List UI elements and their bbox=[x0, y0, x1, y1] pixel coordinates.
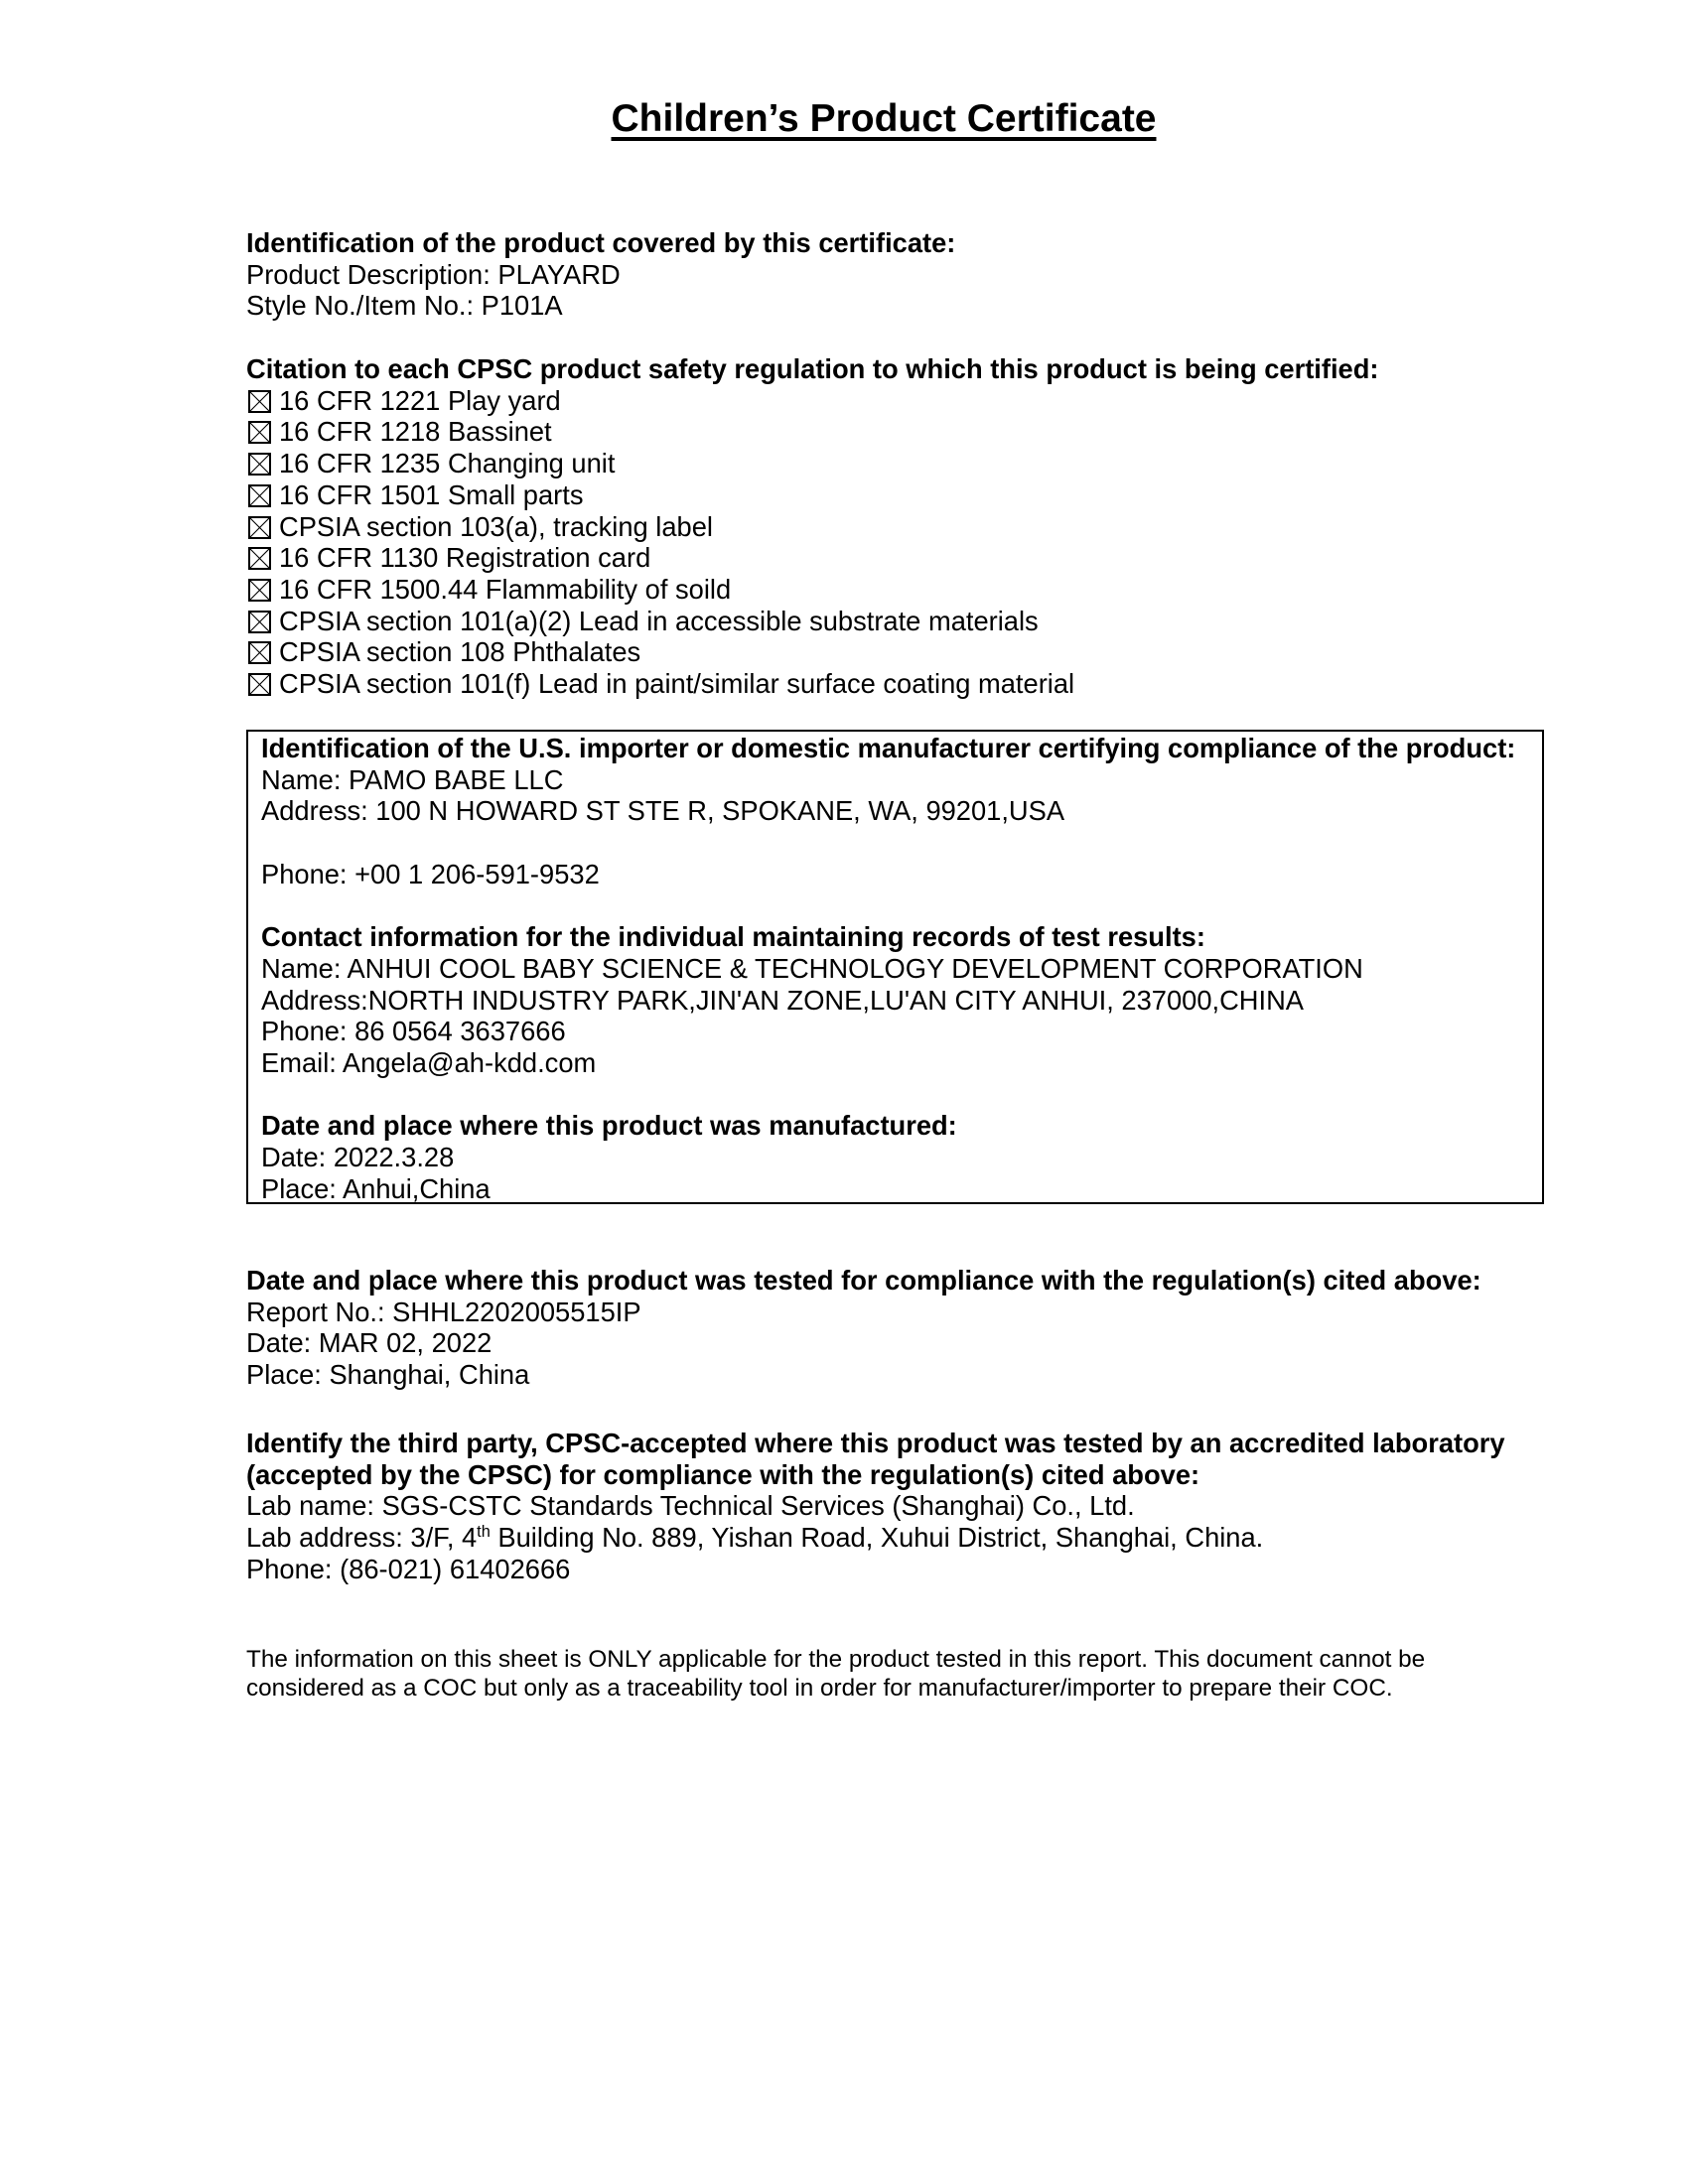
manufactured-heading: Date and place where this product was manufactured: bbox=[261, 1110, 957, 1142]
records-contact-email: Email: Angela@ah-kdd.com bbox=[261, 1047, 597, 1078]
tested-report-number: Report No.: SHHL2202005515IP bbox=[246, 1296, 641, 1327]
citation-label: 16 CFR 1221 Play yard bbox=[279, 384, 561, 416]
disclaimer-line-2: considered as a COC but only as a traceability tool in order for manufacturer/importer to prepare their COC. bbox=[246, 1674, 1393, 1702]
citation-item bbox=[246, 385, 1379, 417]
importer-section bbox=[261, 733, 1515, 1205]
citation-item bbox=[246, 479, 1379, 511]
product-section bbox=[246, 227, 955, 322]
citation-label: 16 CFR 1500.44 Flammability of soild bbox=[279, 573, 732, 605]
citation-item bbox=[246, 574, 1379, 606]
checked-box-icon bbox=[248, 579, 271, 602]
checked-box-icon bbox=[248, 547, 271, 570]
manufactured-place: Place: Anhui,China bbox=[261, 1172, 491, 1204]
importer-heading: Identification of the U.S. importer or domestic manufacturer certifying compliance of the product: bbox=[261, 733, 1516, 763]
citation-label: 16 CFR 1501 Small parts bbox=[279, 478, 584, 510]
tested-date: Date: MAR 02, 2022 bbox=[246, 1327, 492, 1359]
importer-phone: Phone: +00 1 206-591-9532 bbox=[261, 858, 600, 889]
checked-box-icon bbox=[248, 673, 271, 696]
lab-phone: Phone: (86-021) 61402666 bbox=[246, 1553, 571, 1584]
checked-box-icon bbox=[248, 641, 271, 664]
citation-item bbox=[246, 511, 1379, 543]
citation-item bbox=[246, 668, 1379, 700]
citations-heading: Citation to each CPSC product safety regulation to which this product is being certified: bbox=[246, 353, 1379, 384]
records-contact-address: Address:NORTH INDUSTRY PARK,JIN'AN ZONE,LU'AN CITY ANHUI, 237000,CHINA bbox=[261, 984, 1305, 1016]
citation-item bbox=[246, 448, 1379, 479]
citations-section bbox=[246, 353, 1379, 700]
citation-item bbox=[246, 636, 1379, 668]
citation-label: CPSIA section 108 Phthalates bbox=[279, 636, 641, 668]
checked-box-icon bbox=[248, 390, 271, 413]
checked-box-icon bbox=[248, 453, 271, 476]
tested-section bbox=[246, 1265, 1481, 1391]
records-contact-heading: Contact information for the individual maintaining records of test results: bbox=[261, 921, 1205, 953]
disclaimer-note bbox=[246, 1646, 1425, 1703]
checked-box-icon bbox=[248, 516, 271, 539]
lab-name: Lab name: SGS-CSTC Standards Technical Services (Shanghai) Co., Ltd. bbox=[246, 1490, 1135, 1522]
lab-address-superscript: th bbox=[477, 1523, 491, 1542]
lab-heading-line1: Identify the third party, CPSC-accepted where this product was tested by an accredited laboratory bbox=[246, 1428, 1505, 1458]
citation-label: 16 CFR 1130 Registration card bbox=[279, 542, 651, 574]
checked-box-icon bbox=[248, 484, 271, 507]
lab-section bbox=[246, 1428, 1505, 1585]
citation-list bbox=[246, 385, 1379, 700]
citation-label: CPSIA section 101(f) Lead in paint/similar surface coating material bbox=[279, 668, 1075, 700]
lab-address bbox=[246, 1522, 1505, 1554]
records-contact-name: Name: ANHUI COOL BABY SCIENCE & TECHNOLOGY DEVELOPMENT CORPORATION bbox=[261, 952, 1363, 984]
citation-label: 16 CFR 1235 Changing unit bbox=[279, 448, 616, 479]
tested-place: Place: Shanghai, China bbox=[246, 1359, 530, 1391]
disclaimer-line-1: The information on this sheet is ONLY applicable for the product tested in this report. This document cannot be bbox=[246, 1646, 1426, 1673]
citation-item bbox=[246, 542, 1379, 574]
checked-box-icon bbox=[248, 421, 271, 444]
importer-name: Name: PAMO BABE LLC bbox=[261, 763, 564, 795]
tested-heading: Date and place where this product was tested for compliance with the regulation(s) cited above: bbox=[246, 1265, 1481, 1296]
product-heading: Identification of the product covered by this certificate: bbox=[246, 227, 956, 258]
importer-address: Address: 100 N HOWARD ST STE R, SPOKANE, WA, 99201,USA bbox=[261, 795, 1065, 827]
citation-label: 16 CFR 1218 Bassinet bbox=[279, 416, 552, 448]
citation-item bbox=[246, 606, 1379, 637]
product-description: Product Description: PLAYARD bbox=[246, 258, 621, 290]
page-title: Children’s Product Certificate bbox=[611, 97, 1157, 140]
citation-label: CPSIA section 103(a), tracking label bbox=[279, 510, 713, 542]
lab-address-prefix: Lab address: 3/F, 4 bbox=[246, 1522, 478, 1554]
manufactured-date: Date: 2022.3.28 bbox=[261, 1142, 455, 1173]
checked-box-icon bbox=[248, 611, 271, 633]
lab-heading-line2: (accepted by the CPSC) for compliance with the regulation(s) cited above: bbox=[246, 1458, 1200, 1490]
product-style-number: Style No./Item No.: P101A bbox=[246, 290, 563, 322]
lab-address-suffix: Building No. 889, Yishan Road, Xuhui District, Shanghai, China. bbox=[490, 1522, 1264, 1554]
records-contact-phone: Phone: 86 0564 3637666 bbox=[261, 1016, 566, 1047]
importer-box bbox=[246, 730, 1544, 1204]
citation-item bbox=[246, 416, 1379, 448]
citation-label: CPSIA section 101(a)(2) Lead in accessible substrate materials bbox=[279, 605, 1039, 636]
